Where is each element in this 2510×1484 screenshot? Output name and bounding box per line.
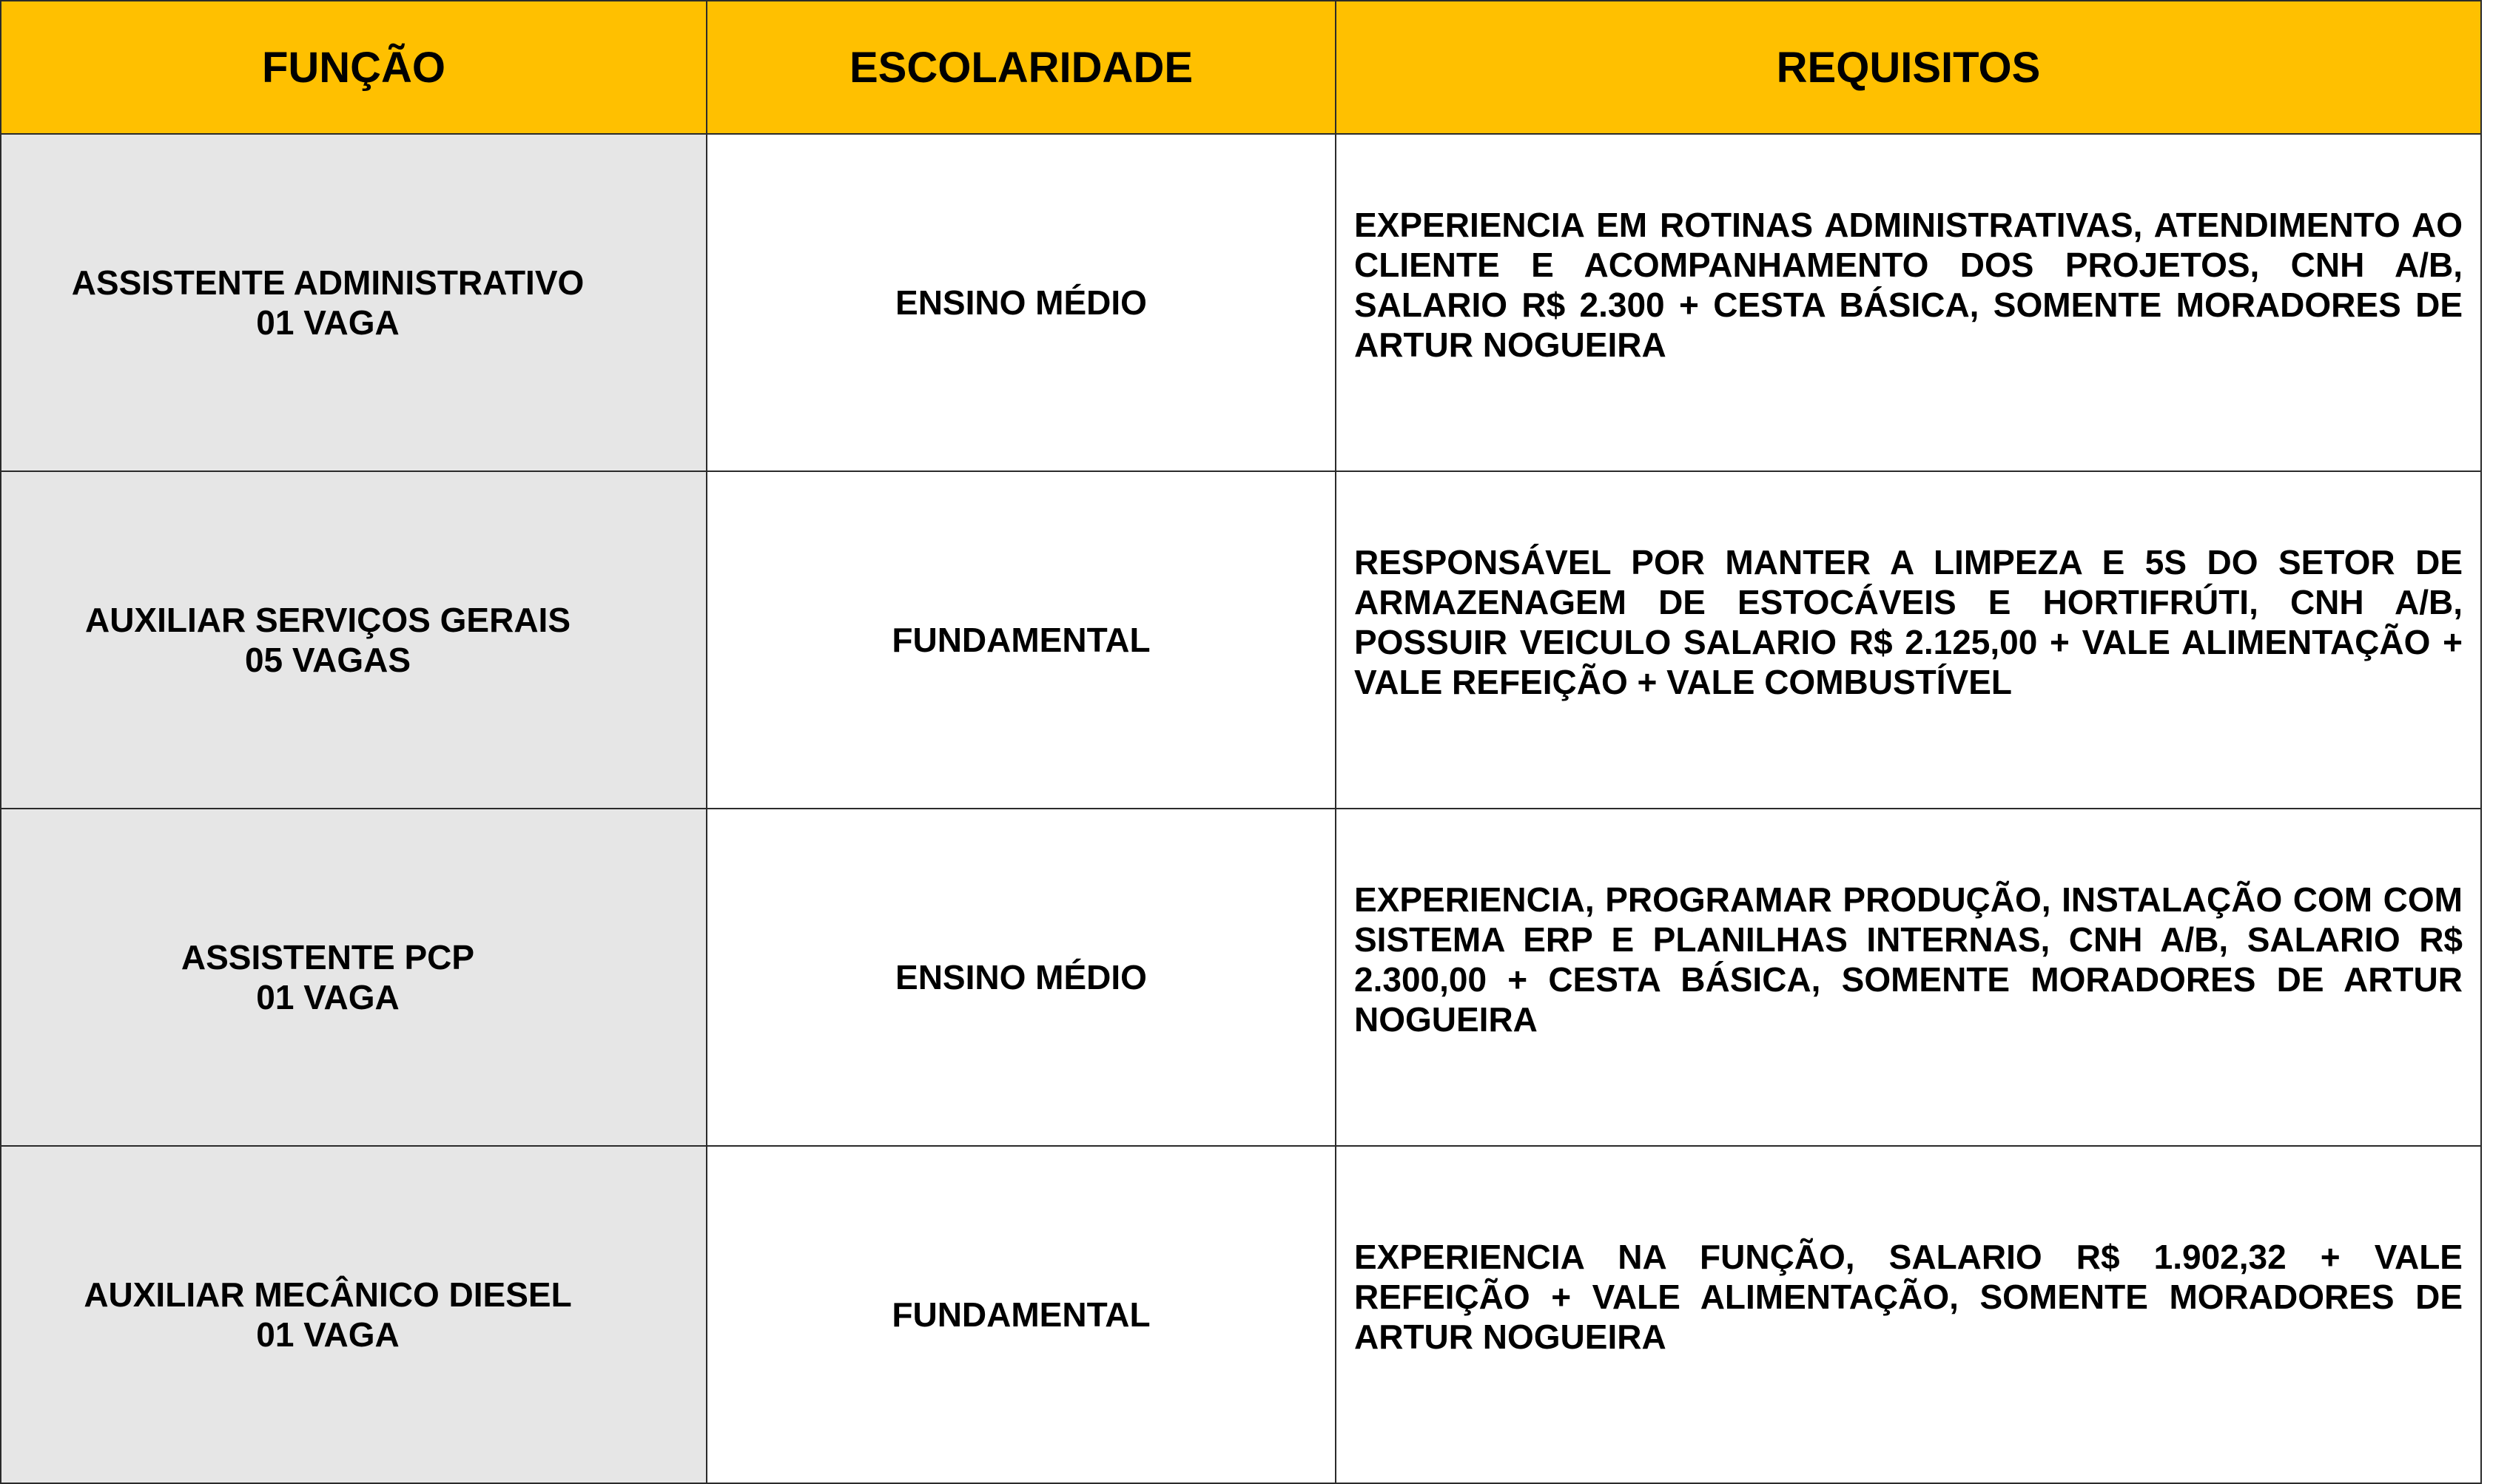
escolaridade-cell: FUNDAMENTAL — [707, 1146, 1336, 1483]
requisitos-cell — [1336, 134, 2481, 471]
requisitos-text: EXPERIENCIA, PROGRAMAR PRODUÇÃO, INSTALAÇÃO COM COM SISTEMA ERP E PLANILHAS INTERNAS, CNH A/B, SALARIO R$ 2.300,00 + CESTA BÁSICA, SOMENTE MORADORES DE ARTUR NOGUEIRA — [1354, 880, 2463, 1039]
vagas-count: 01 VAGA — [256, 1315, 400, 1354]
requisitos-cell — [1336, 1146, 2481, 1483]
funcao-title: AUXILIAR SERVIÇOS GERAIS — [84, 601, 571, 639]
funcao-cell — [1, 1146, 707, 1483]
funcao-cell — [1, 134, 707, 471]
vagas-count: 01 VAGA — [256, 978, 400, 1016]
funcao-title: ASSISTENTE ADMINISTRATIVO — [71, 263, 585, 302]
header-funcao: FUNÇÃO — [1, 1, 707, 134]
requisitos-text: EXPERIENCIA NA FUNÇÃO, SALARIO R$ 1.902,32 + VALE REFEIÇÃO + VALE ALIMENTAÇÃO, SOMENTE MORADORES DE ARTUR NOGUEIRA — [1354, 1238, 2463, 1356]
table-row — [1, 134, 2481, 471]
table-header-row — [1, 1, 2481, 134]
escolaridade-cell: FUNDAMENTAL — [707, 471, 1336, 809]
requisitos-cell — [1336, 809, 2481, 1146]
funcao-cell — [1, 809, 707, 1146]
vagas-count: 01 VAGA — [256, 303, 400, 342]
vagas-count: 05 VAGAS — [244, 641, 411, 679]
requisitos-text: RESPONSÁVEL POR MANTER A LIMPEZA E 5S DO SETOR DE ARMAZENAGEM DE ESTOCÁVEIS E HORTIFRÚTI, CNH A/B, POSSUIR VEICULO SALARIO R$ 2.125,00 + VALE ALIMENTAÇÃO + VALE REFEIÇÃO + VALE COMBUSTÍVEL — [1354, 543, 2463, 701]
requisitos-text: EXPERIENCIA EM ROTINAS ADMINISTRATIVAS, ATENDIMENTO AO CLIENTE E ACOMPANHAMENTO DOS PROJETOS, CNH A/B, SALARIO R$ 2.300 + CESTA BÁSICA, SOMENTE MORADORES DE ARTUR NOGUEIRA — [1354, 206, 2463, 364]
requisitos-cell — [1336, 471, 2481, 809]
header-requisitos: REQUISITOS — [1336, 1, 2481, 134]
table-row — [1, 809, 2481, 1146]
funcao-cell — [1, 471, 707, 809]
table-row — [1, 1146, 2481, 1483]
table-row — [1, 471, 2481, 809]
escolaridade-cell: ENSINO MÉDIO — [707, 134, 1336, 471]
header-escolaridade: ESCOLARIDADE — [707, 1, 1336, 134]
escolaridade-cell: ENSINO MÉDIO — [707, 809, 1336, 1146]
funcao-title: ASSISTENTE PCP — [181, 938, 475, 977]
funcao-title: AUXILIAR MECÂNICO DIESEL — [84, 1275, 572, 1314]
